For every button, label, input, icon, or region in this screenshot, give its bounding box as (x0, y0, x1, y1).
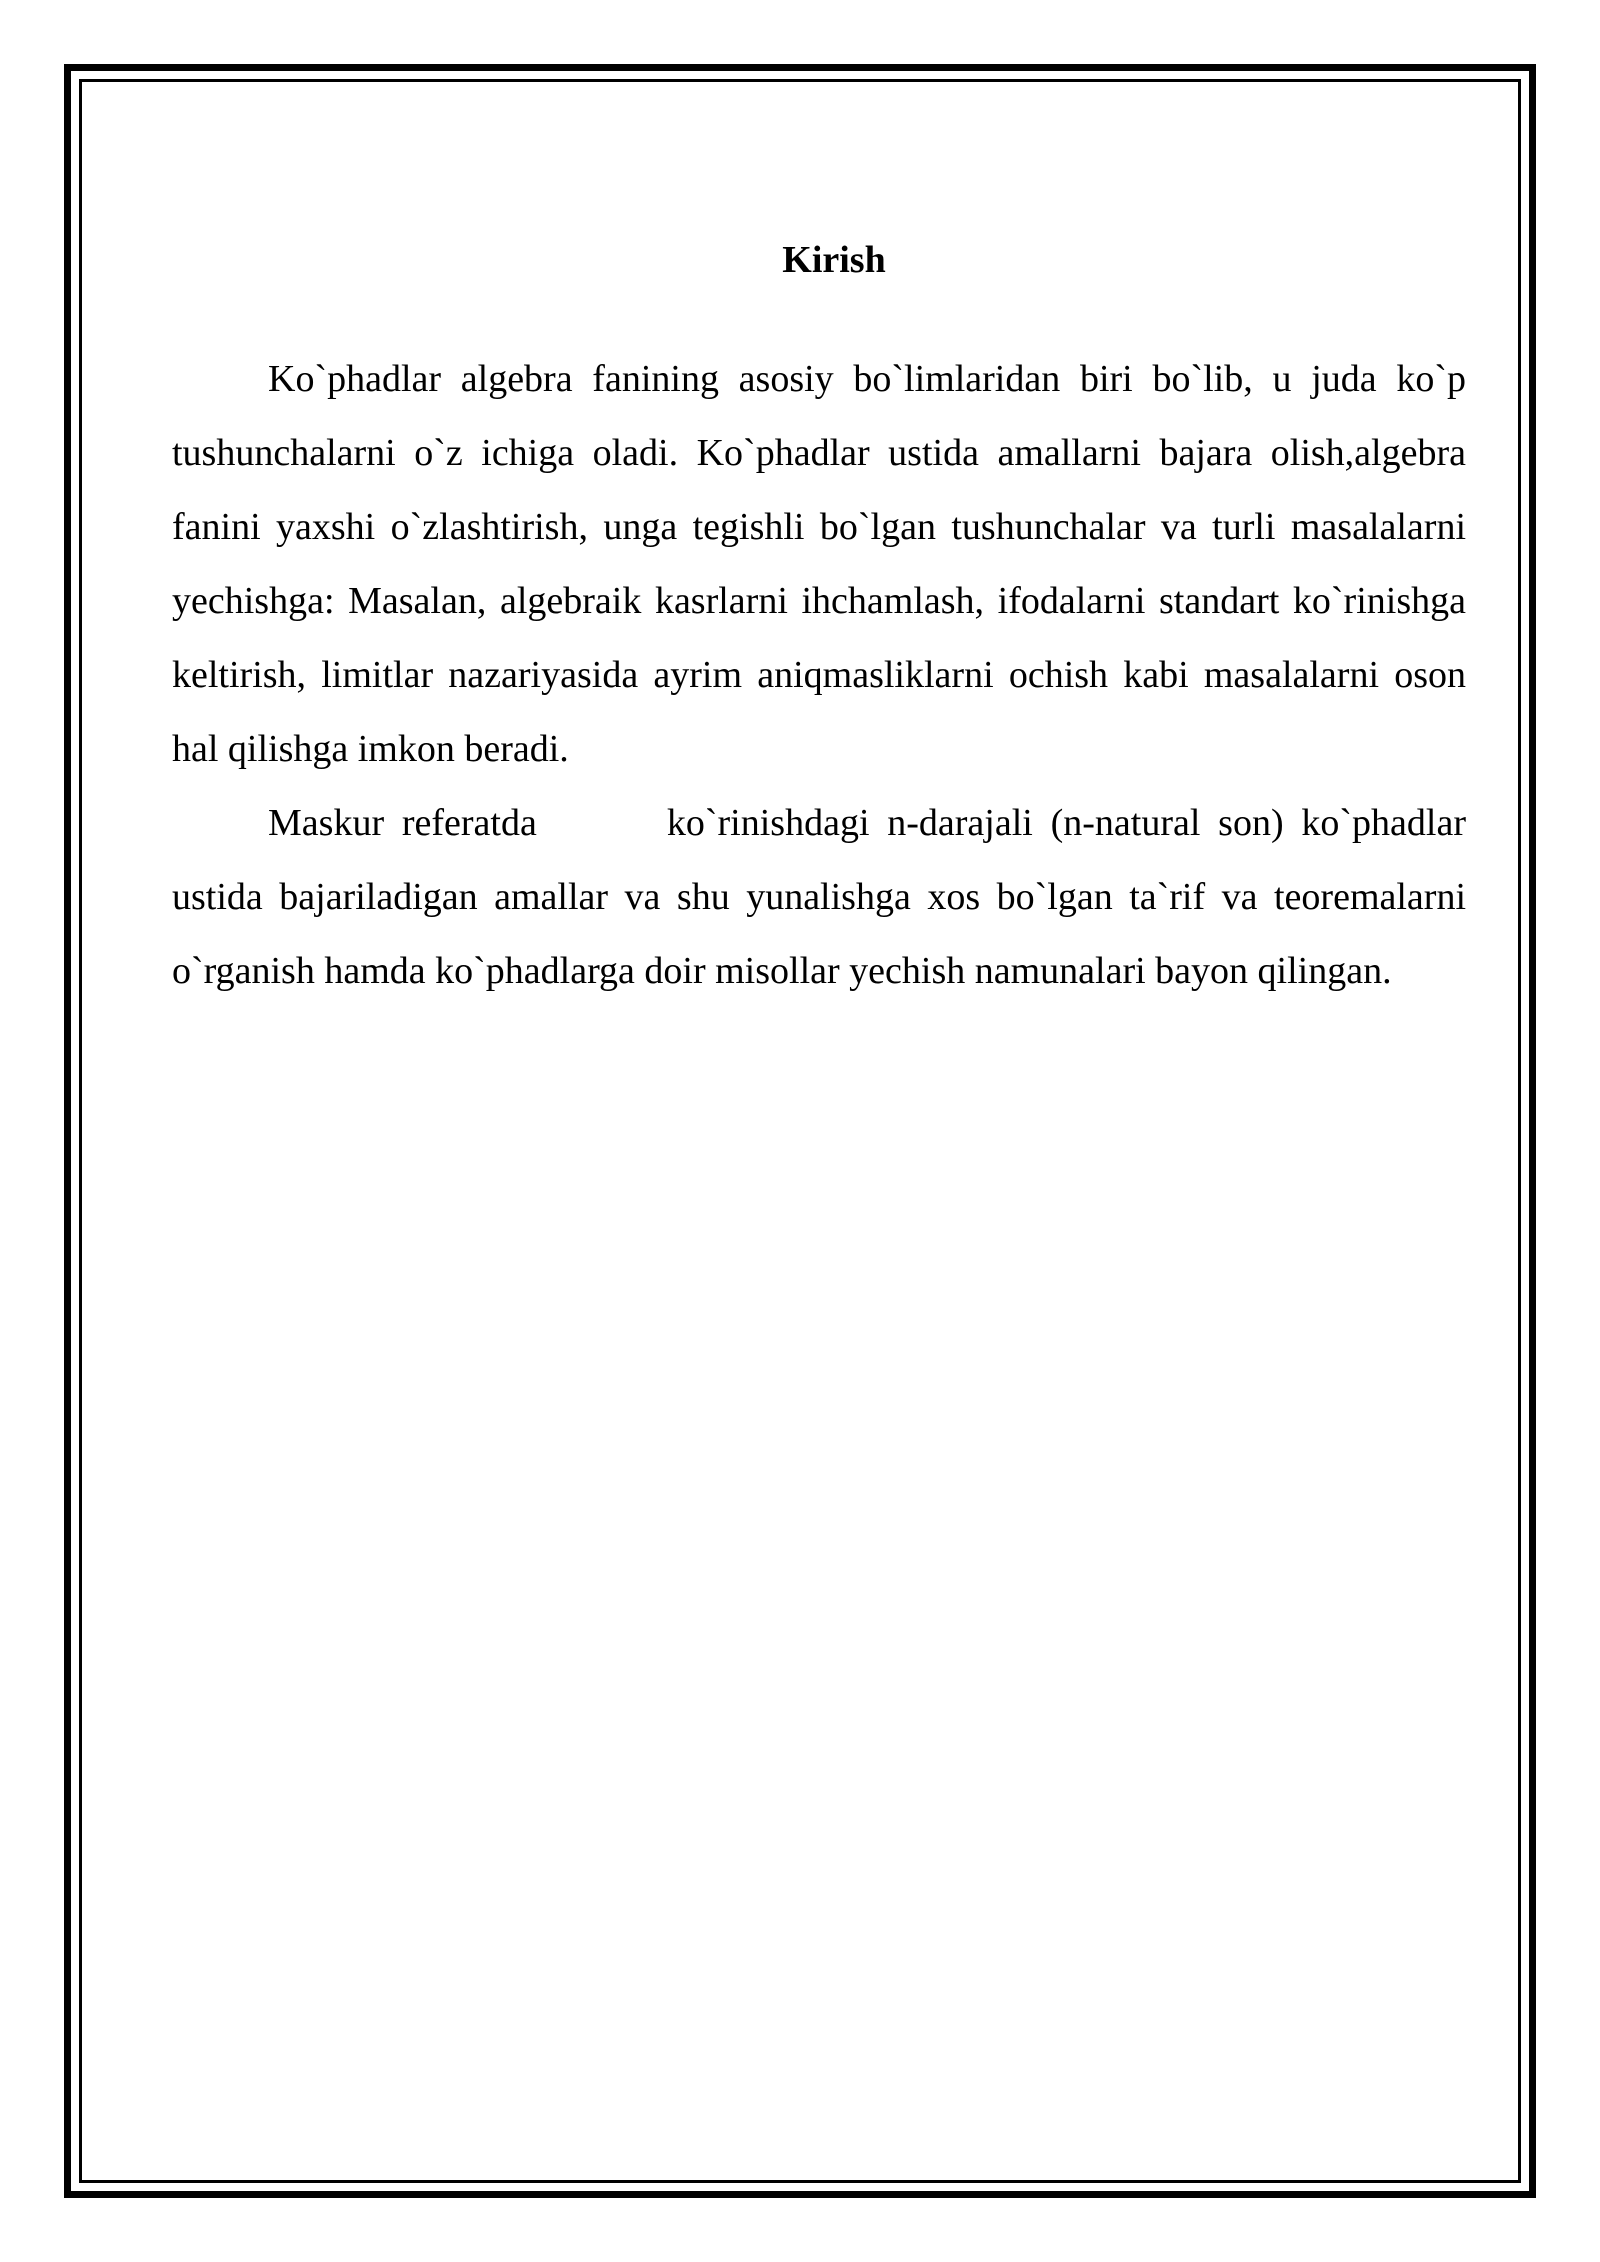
paragraph-2-start: Maskur referatda (268, 802, 537, 844)
page-content (172, 230, 1466, 1008)
page-title: Kirish (782, 239, 886, 281)
paragraph-1: Ko`phadlar algebra fanining asosiy bo`limlaridan biri bo`lib, u juda ko`p tushunchalarni o`z ichiga oladi. Ko`phadlar ustida amallarni bajara olish,algebra fanini yaxshi o`zlashtirish, unga tegishli bo`lgan tushunchalar va turli masalalarni yechishga: Masalan, algebraik kasrlarni ihchamlash, ifodalarni standart ko`rinishga keltirish, limitlar nazariyasida ayrim aniqmasliklarni ochish kabi masalalarni oson hal qilishga imkon beradi. (172, 358, 1466, 770)
paragraph-2 (172, 786, 1466, 1008)
paragraph-2-rest: ko`rinishdagi n-darajali (n-natural son) ko`phadlar ustida bajariladigan amallar va shu yunalishga xos bo`lgan ta`rif va teoremalarni o`rganish hamda ko`phadlarga doir misollar yechish namunalari bayon qilingan. (172, 802, 1466, 992)
